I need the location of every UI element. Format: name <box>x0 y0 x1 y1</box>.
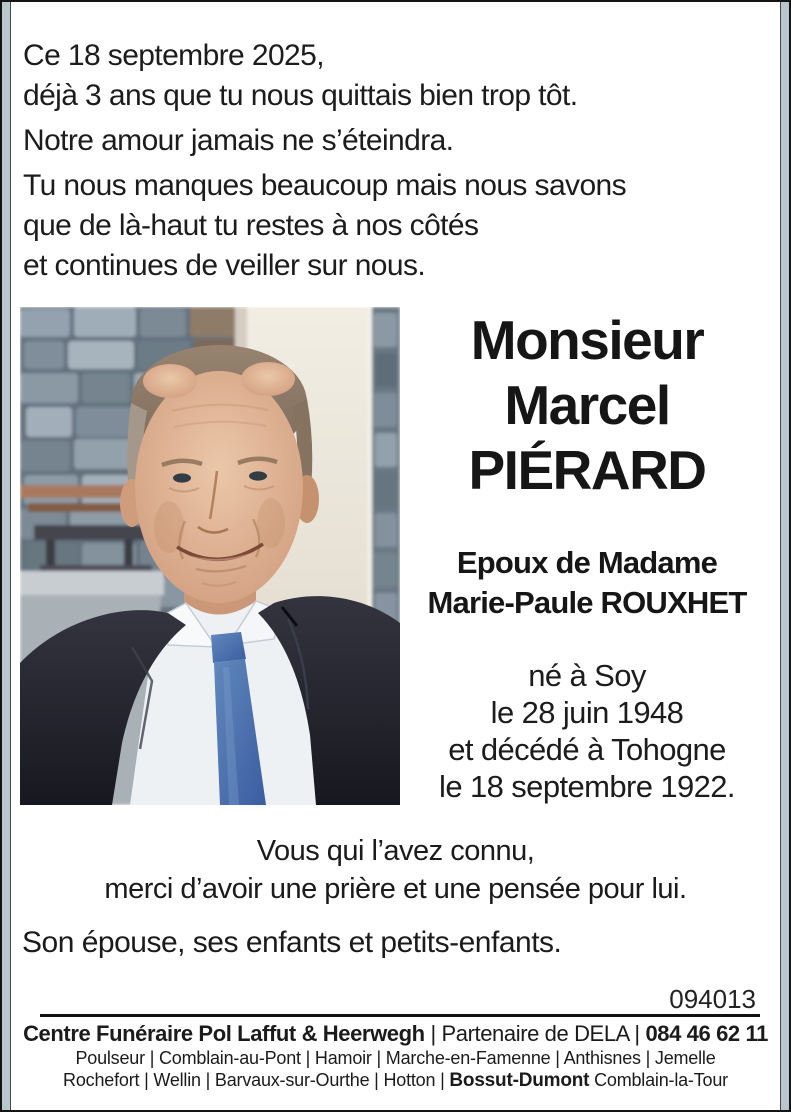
portrait-illustration <box>20 307 400 805</box>
intro-line-5: que de là-haut tu restes à nos côtés <box>23 209 479 242</box>
funeral-home-name: Centre Funéraire Pol Laffut & Heerwegh <box>23 1021 425 1046</box>
death-place: et décédé à Tohogne <box>448 732 726 767</box>
right-margin-strip <box>780 2 789 1110</box>
birth-death-info <box>402 657 772 805</box>
deceased-first-name: Marcel <box>504 374 670 436</box>
deceased-photo <box>20 307 400 805</box>
family-signature: Son épouse, ses enfants et petits-enfants. <box>22 926 562 959</box>
deceased-details <box>402 308 772 805</box>
reference-number: 094013 <box>669 984 756 1014</box>
spouse-line-1: Epoux de Madame <box>456 545 718 580</box>
locations-line-2-end: Comblain-la-Tour <box>594 1070 728 1090</box>
deceased-last-name: PIÉRARD <box>468 439 706 501</box>
intro-line-1: Ce 18 septembre 2025, <box>23 39 324 72</box>
funeral-home-line <box>14 1021 777 1047</box>
death-date: le 18 septembre 1922. <box>439 769 735 804</box>
deceased-title: Monsieur <box>470 309 704 371</box>
intro-line-4: Tu nous manques beaucoup mais nous savons <box>23 169 627 202</box>
intro-line-2: déjà 3 ans que tu nous quittais bien trop tôt. <box>23 79 578 112</box>
tribute-line-2: merci d’avoir une prière et une pensée pour lui. <box>104 873 687 905</box>
footer-divider <box>40 1014 760 1017</box>
spouse-line-2: Marie-Paule ROUXHET <box>427 585 747 620</box>
birth-date: le 28 juin 1948 <box>490 695 684 730</box>
tribute-text <box>14 832 777 908</box>
locations-line-2-start: Rochefort | Wellin | Barvaux-sur-Ourthe | Hotton | <box>63 1070 445 1090</box>
birth-place: né à Soy <box>528 658 646 693</box>
partner-text: | Partenaire de DELA | <box>430 1021 640 1046</box>
deceased-name <box>402 308 772 503</box>
spouse-info <box>402 543 772 623</box>
intro-line-6: et continues de veiller sur nous. <box>23 249 426 282</box>
tribute-line-1: Vous qui l’avez connu, <box>256 835 535 867</box>
intro-line-3: Notre amour jamais ne s’éteindra. <box>23 124 454 157</box>
intro-text <box>23 36 626 286</box>
locations-line-2 <box>14 1070 777 1092</box>
phone-number: 084 46 62 11 <box>645 1021 768 1046</box>
locations-line-1: Poulseur | Comblain-au-Pont | Hamoir | Marche-en-Famenne | Anthisnes | Jemelle <box>75 1048 716 1068</box>
left-margin-strip <box>2 2 11 1110</box>
locations-line-2-bold: Bossut-Dumont <box>449 1070 590 1091</box>
